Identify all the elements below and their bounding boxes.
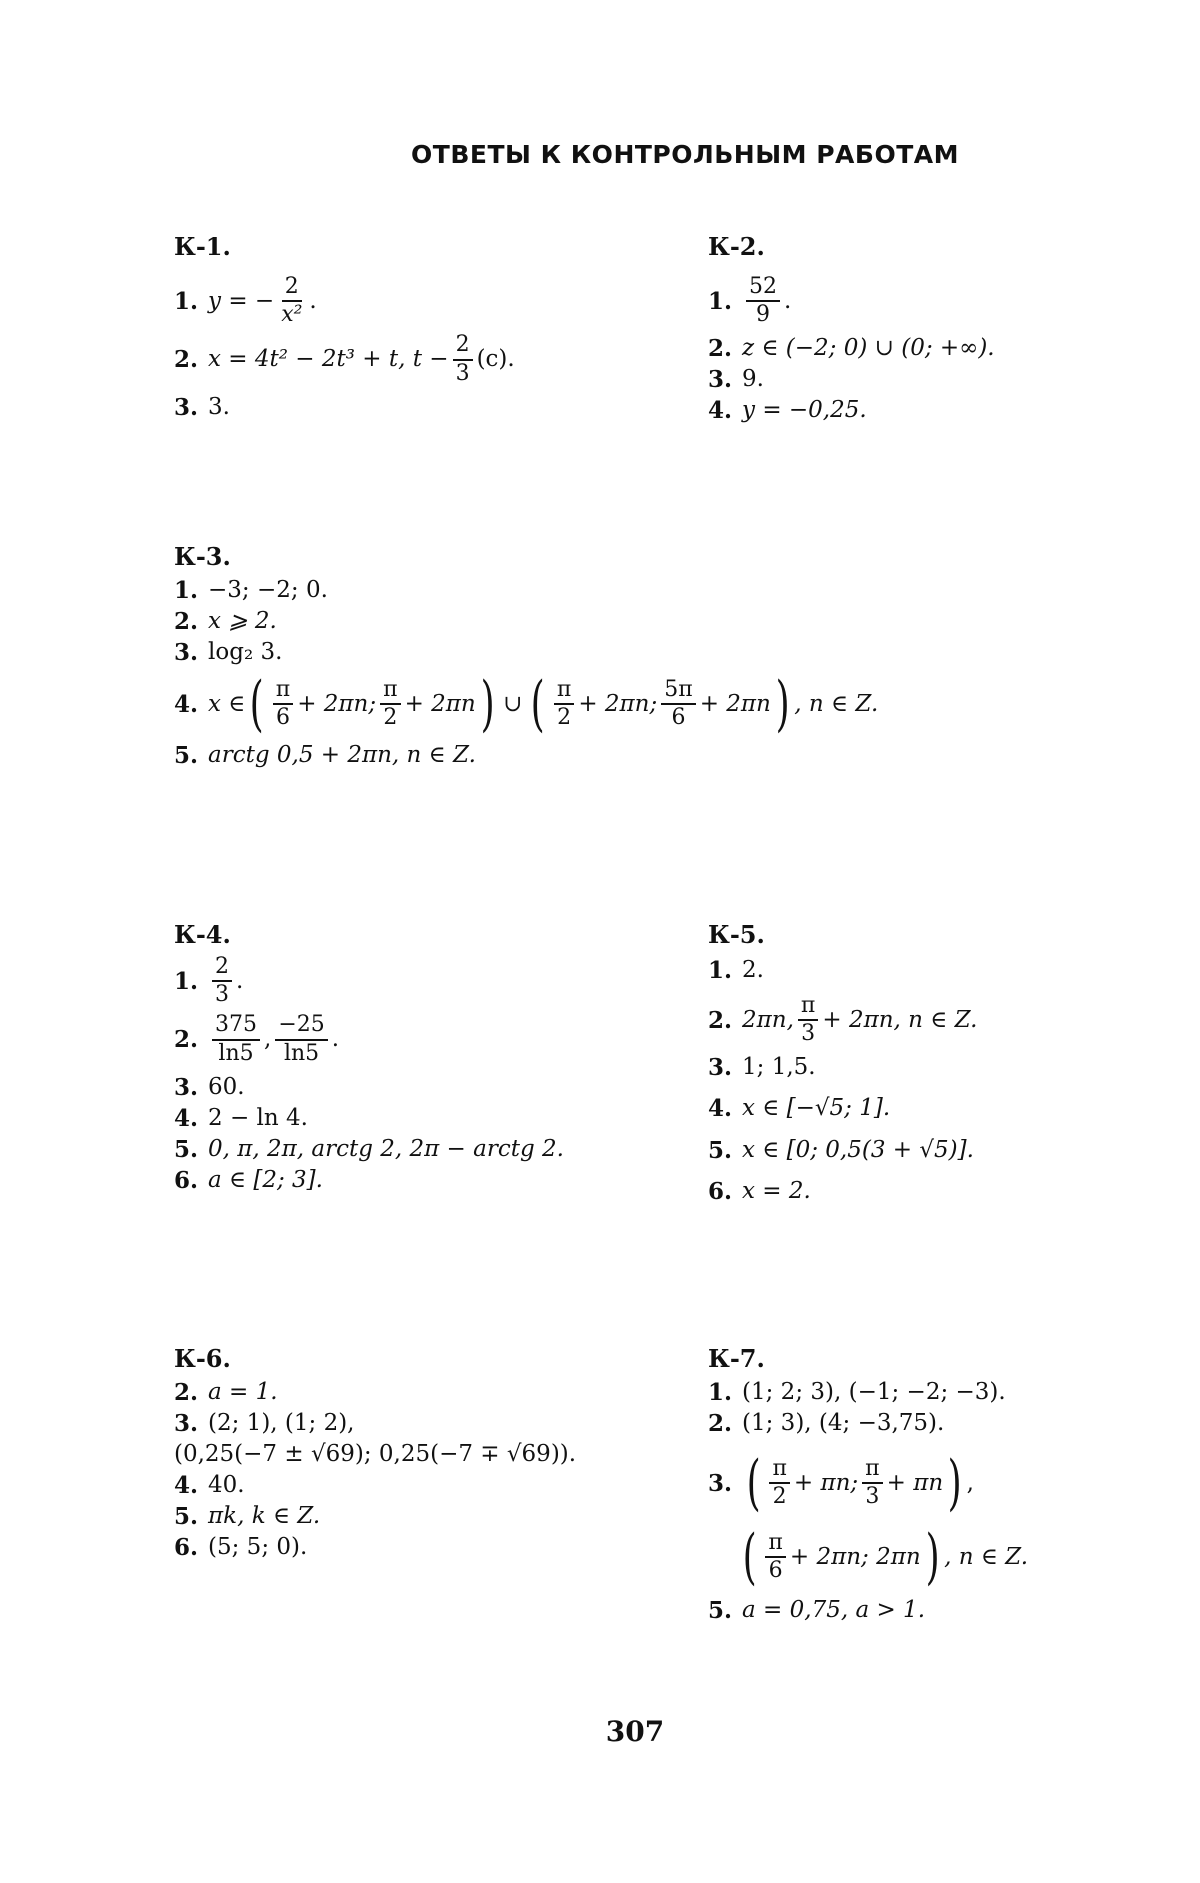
section-title: К-2. (708, 232, 765, 261)
fraction: $\frac{\pi}{3}$ (862, 1457, 882, 1509)
right-paren: ) (775, 669, 790, 740)
fraction: $\frac{52}{9}$ (746, 275, 780, 327)
fraction: $\frac{-25}{\ln 5}$ (275, 1013, 327, 1065)
answer-3: 3. 60. (174, 1073, 245, 1101)
fraction: $\frac{2}{3}$ (453, 333, 473, 385)
answer-4: 4. 2 − ln 4. (174, 1104, 308, 1132)
answer-5: 5. x ∈ [0; 0,5(3 + √5)]. (708, 1136, 974, 1164)
answer-5: 5. a = 0,75, a > 1. (708, 1597, 926, 1625)
right-paren: ) (947, 1448, 962, 1519)
answer-3: 3. 9. (708, 366, 764, 394)
answer-2: 2. x ⩾ 2. (174, 608, 277, 636)
section-title: К-6. (174, 1344, 231, 1373)
answer-2: 2. $\frac{375}{\ln 5}$ , $\frac{-25}{\ln 5}$ . (174, 1012, 340, 1066)
answer-4: 4. x ∈ [−√5; 1]. (708, 1095, 891, 1123)
answer-1: 1. $\frac{2}{3}$ . (174, 954, 244, 1008)
answer-4: 4. y = −0,25. (708, 397, 867, 425)
answer-5: 5. 0, π, 2π, arctg 2, 2π − arctg 2. (174, 1135, 564, 1163)
answer-5: 5. πk, k ∈ Z. (174, 1503, 321, 1531)
answer-1: 1. y = − $\frac{2}{\text{x²}}$ . (174, 274, 317, 328)
answer-1: 1. −3; −2; 0. (174, 577, 328, 604)
fraction: $\frac{\pi}{6}$ (273, 678, 293, 730)
right-paren: ) (925, 1522, 940, 1593)
section-title: К-5. (708, 920, 765, 949)
fraction: $\frac{5\pi}{6}$ (661, 678, 695, 730)
section-k3 (174, 542, 878, 771)
answer-2: 2. 2πn, $\frac{\pi}{3}$ + 2πn, n ∈ Z. (708, 993, 978, 1047)
page-number: 307 (605, 1715, 665, 1748)
answer-3: 3. log₂ 3. (174, 639, 283, 667)
answer-3: 3. 1; 1,5. (708, 1054, 816, 1082)
fraction: $\frac{\pi}{2}$ (380, 678, 400, 730)
section-k2 (708, 232, 995, 427)
section-title: К-4. (174, 920, 231, 949)
section-k6 (174, 1344, 576, 1563)
left-paren: ( (531, 669, 546, 740)
answer-3: 3. (2; 1), (1; 2), (174, 1410, 355, 1438)
section-k7 (708, 1344, 1028, 1626)
answer-2: 2. z ∈ (−2; 0) ∪ (0; +∞). (708, 335, 995, 363)
answer-3: 3. 3. (174, 393, 230, 421)
answer-4: 4. x ∈ ( $\frac{\pi}{6}$ + 2πn; $\frac{\pi}{2}$ + 2πn ) ∪ ( $\frac{\pi}{2}$ + 2πn; $\frac{5\pi}{6}$ + 2πn ) , n ∈ Z. (174, 669, 879, 740)
left-paren: ( (746, 1448, 761, 1519)
left-paren: ( (742, 1522, 757, 1593)
fraction: $\frac{\pi}{2}$ (554, 678, 574, 730)
right-paren: ) (480, 669, 495, 740)
answer-3: 3. ( $\frac{\pi}{2}$ + πn; $\frac{\pi}{3}$ + πn ) , (708, 1448, 974, 1519)
section-title: К-1. (174, 232, 231, 261)
answer-4: 4. 40. (174, 1472, 245, 1500)
page-title: ОТВЕТЫ К КОНТРОЛЬНЫМ РАБОТАМ (411, 140, 959, 169)
section-title: К-3. (174, 542, 231, 571)
answer-6: 6. (5; 5; 0). (174, 1534, 308, 1562)
answer-2: 2. x = 4t² − 2t³ + t, t − $\frac{2}{3}$ (с). (174, 332, 515, 386)
section-k1 (174, 232, 515, 423)
answer-3-cont: (0,25(−7 ± √69); 0,25(−7 ∓ √69)). (174, 1441, 577, 1468)
section-k4 (174, 920, 564, 1196)
answer-1: 1. (1; 2; 3), (−1; −2; −3). (708, 1379, 1006, 1406)
left-paren: ( (250, 669, 265, 740)
fraction: $\frac{\pi}{6}$ (765, 1531, 785, 1583)
answer-1: 1. $\frac{52}{9}$ . (708, 274, 792, 328)
answer-5: 5. arctg 0,5 + 2πn, n ∈ Z. (174, 742, 476, 770)
section-title: К-7. (708, 1344, 765, 1373)
fraction: $\frac{2}{\text{x²}}$ (281, 274, 303, 328)
fraction: $\frac{2}{3}$ (212, 955, 232, 1007)
fraction: $\frac{\pi}{3}$ (798, 994, 818, 1046)
fraction: $\frac{375}{\ln 5}$ (212, 1013, 260, 1065)
answer-3-cont: ( $\frac{\pi}{6}$ + 2πn; 2πn ) , n ∈ Z. (742, 1522, 1029, 1593)
answer-6: 6. a ∈ [2; 3]. (174, 1166, 323, 1194)
answer-2: 2. a = 1. (174, 1379, 278, 1406)
fraction: $\frac{\pi}{2}$ (769, 1457, 789, 1509)
answer-6: 6. x = 2. (708, 1177, 811, 1205)
answer-2: 2. (1; 3), (4; −3,75). (708, 1410, 945, 1438)
section-k5 (708, 920, 977, 1207)
answer-1: 1. 2. (708, 957, 764, 984)
